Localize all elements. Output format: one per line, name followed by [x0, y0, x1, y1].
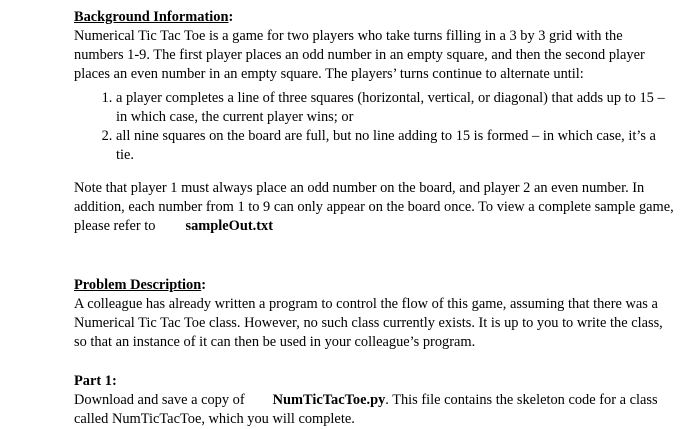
document-page	[74, 8, 674, 429]
end-condition-win: 1. a player completes a line of three squares (horizontal, vertical, or diagonal) that adds up to 15 – in which case, the current player wins; or	[116, 89, 674, 127]
part1-text-after: . This file contains the skeleton code for a class called NumTicTacToe, which you will complete.	[74, 392, 658, 427]
background-heading-line	[74, 8, 674, 27]
background-section	[74, 8, 674, 236]
sample-file-name: sampleOut.txt	[185, 218, 274, 234]
end-conditions-list	[74, 89, 674, 165]
problem-text: A colleague has already written a program to control the flow of this game, assuming that there was a Numerical Tic Tac Toe class. However, no such class currently exists. It is up to you to write the class, so that an instance of it can then be used in your colleague’s program.	[74, 296, 663, 350]
note-text: Note that player 1 must always place an odd number on the board, and player 2 an even number. In addition, each number from 1 to 9 can only appear on the board once. To view a complete sample game, please refer to	[74, 180, 674, 234]
background-heading-colon: :	[228, 9, 234, 25]
part1-text	[74, 391, 674, 429]
part1-heading: Part 1:	[74, 373, 117, 389]
end-condition-tie: 2. all nine squares on the board are full, but no line adding to 15 is formed – in which case, it’s a tie.	[116, 127, 674, 165]
part1-file-name: NumTicTacToe.py	[272, 392, 386, 408]
problem-heading: Problem Description	[74, 277, 202, 293]
background-note	[74, 179, 674, 236]
background-intro: Numerical Tic Tac Toe is a game for two players who take turns filling in a 3 by 3 grid with the numbers 1-9. The first player places an odd number in an empty square, and then the second player places an even number in an empty square. The players’ turns continue to alternate until:	[74, 28, 645, 82]
part1-text-before: Download and save a copy of	[74, 392, 245, 408]
problem-heading-line	[74, 276, 674, 295]
part1-section	[74, 372, 674, 429]
problem-heading-colon: :	[201, 277, 207, 293]
problem-section	[74, 276, 674, 352]
background-heading: Background Information	[74, 9, 229, 25]
